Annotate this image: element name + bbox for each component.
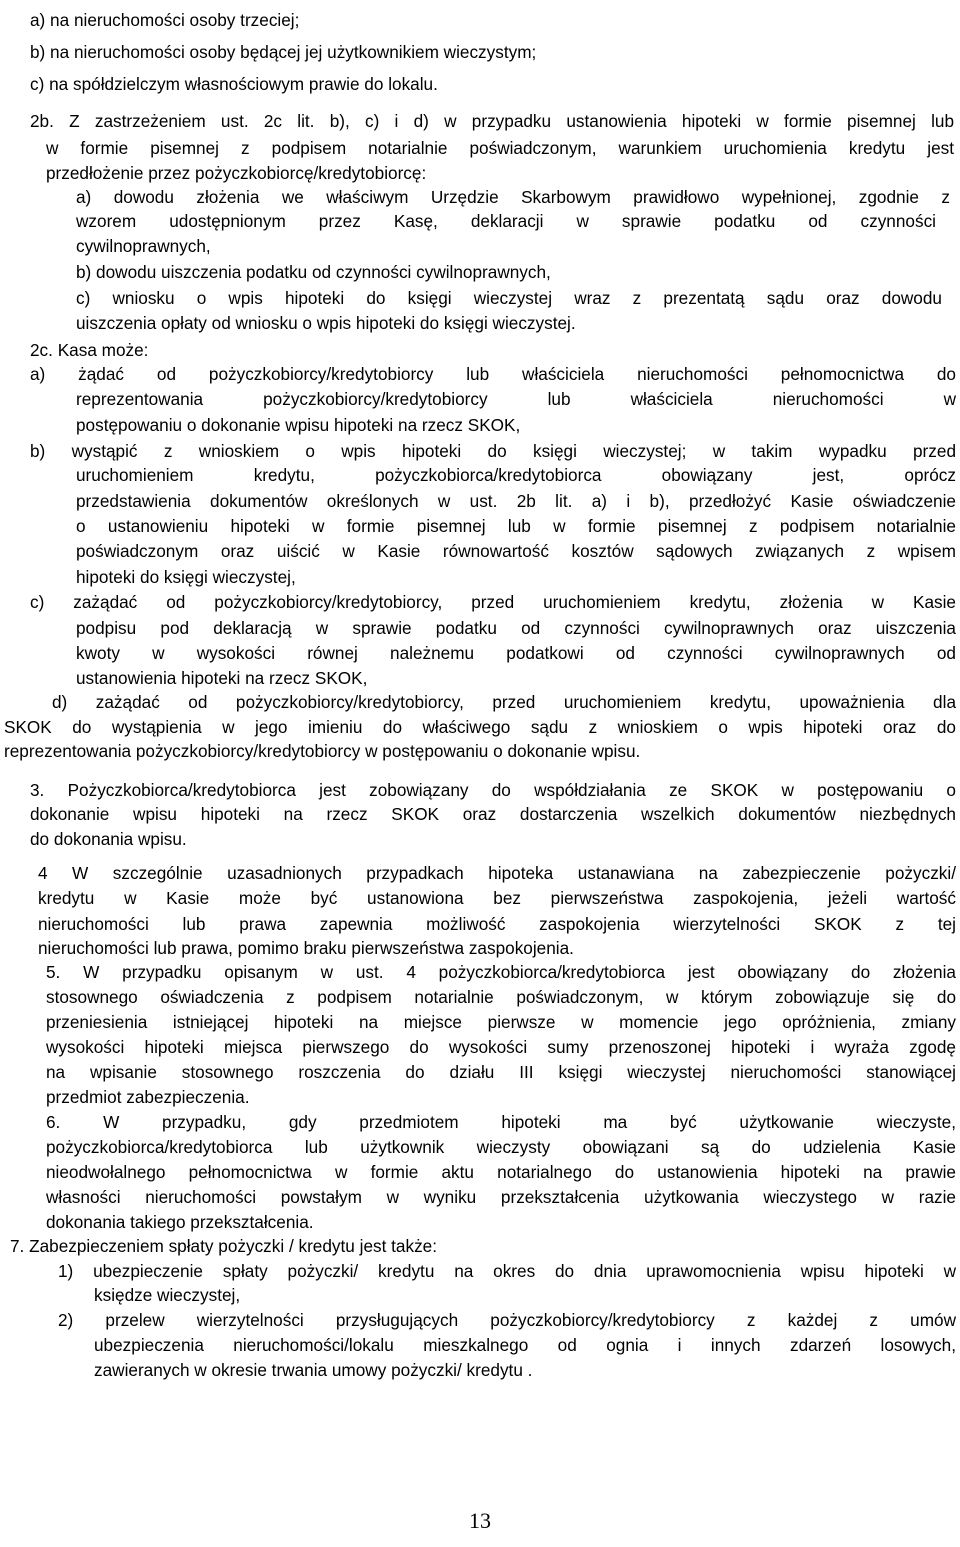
text-line: w formie pisemnej z podpisem notarialnie poświadczonym, warunkiem uruchomienia kredytu jest — [46, 138, 954, 158]
text-line: nieodwołalnego pełnomocnictwa w formie aktu notarialnego do ustanowienia hipoteki na prawie — [46, 1162, 956, 1182]
text-line: 3. Pożyczkobiorca/kredytobiorca jest zobowiązany do współdziałania ze SKOK w postępowaniu o — [30, 780, 956, 800]
text-line: kredytu w Kasie może być ustanowiona bez pierwszeństwa zaspokojenia, jeżeli wartość — [38, 888, 956, 908]
text-line: o ustanowieniu hipoteki w formie pisemnej lub w formie pisemnej z podpisem notarialnie — [76, 516, 956, 536]
text-line: 2) przelew wierzytelności przysługujących pożyczkobiorcy/kredytobiorcy z każdej z umów — [58, 1310, 956, 1330]
text-line: wzorem udostępnionym przez Kasę, deklaracji w sprawie podatku od czynności — [76, 211, 936, 231]
text-line: 1) ubezpieczenie spłaty pożyczki/ kredytu na okres do dnia uprawomocnienia wpisu hipoteki w — [58, 1261, 956, 1281]
text-line: własności nieruchomości powstałym w wyniku przekształcenia użytkowania wieczystego w razie — [46, 1187, 956, 1207]
text-line: wysokości hipoteki miejsca pierwszego do wysokości sumy przenoszonej hipoteki i wyraża zgodę — [46, 1037, 956, 1057]
text-line: przedmiot zabezpieczenia. — [46, 1087, 250, 1107]
text-line: przedłożenie przez pożyczkobiorcę/kredytobiorcę: — [46, 163, 427, 183]
text-line: ustanowienia hipoteki na rzecz SKOK, — [76, 668, 368, 688]
text-line: b) na nieruchomości osoby będącej jej użytkownikiem wieczystym; — [30, 42, 537, 62]
page-number: 13 — [469, 1508, 491, 1533]
text-line: uiszczenia opłaty od wniosku o wpis hipoteki do księgi wieczystej. — [76, 313, 576, 333]
text-line: b) wystąpić z wnioskiem o wpis hipoteki do księgi wieczystej; w takim wypadku przed — [30, 441, 956, 461]
text-line: przedstawienia dokumentów określonych w ust. 2b lit. a) i b), przedłożyć Kasie oświadczenie — [76, 491, 956, 511]
text-line: cywilnoprawnych, — [76, 236, 211, 256]
text-line: nieruchomości lub prawa zapewnia możliwość zaspokojenia wierzytelności SKOK z tej — [38, 914, 956, 934]
text-line: 7. Zabezpieczeniem spłaty pożyczki / kredytu jest także: — [10, 1236, 438, 1256]
text-line: dokonania takiego przekształcenia. — [46, 1212, 314, 1232]
text-line: zawieranych w okresie trwania umowy pożyczki/ kredytu . — [94, 1360, 533, 1380]
text-line: nieruchomości lub prawa, pomimo braku pierwszeństwa zaspokojenia. — [38, 938, 574, 958]
text-line: ubezpieczenia nieruchomości/lokalu mieszkalnego od ognia i innych zdarzeń losowych, — [94, 1335, 956, 1355]
text-line: 6. W przypadku, gdy przedmiotem hipoteki ma być użytkowanie wieczyste, — [46, 1112, 956, 1132]
text-line: 4 W szczególnie uzasadnionych przypadkach hipoteka ustanawiana na zabezpieczenie pożyczki/ — [38, 863, 956, 883]
text-line: hipoteki do księgi wieczystej, — [76, 567, 296, 587]
text-line: 2b. Z zastrzeżeniem ust. 2c lit. b), c) i d) w przypadku ustanowienia hipoteki w formie pisemnej lub — [30, 111, 954, 131]
text-line: b) dowodu uiszczenia podatku od czynności cywilnoprawnych, — [76, 262, 551, 282]
text-line: 5. W przypadku opisanym w ust. 4 pożyczkobiorca/kredytobiorca jest obowiązany do złożenia — [46, 962, 956, 982]
text-line: a) żądać od pożyczkobiorcy/kredytobiorcy lub właściciela nieruchomości pełnomocnictwa do — [30, 364, 956, 384]
text-line: reprezentowania pożyczkobiorcy/kredytobiorcy lub właściciela nieruchomości w — [76, 389, 956, 409]
text-line: reprezentowania pożyczkobiorcy/kredytobiorcy w postępowaniu o dokonanie wpisu. — [4, 741, 641, 761]
text-line: pożyczkobiorca/kredytobiorca lub użytkownik wieczysty obowiązani są do udzielenia Kasie — [46, 1137, 956, 1157]
text-line: a) dowodu złożenia we właściwym Urzędzie Skarbowym prawidłowo wypełnionej, zgodnie z — [76, 187, 950, 207]
text-line: postępowaniu o dokonanie wpisu hipoteki na rzecz SKOK, — [76, 415, 521, 435]
text-line: stosownego oświadczenia z podpisem notarialnie poświadczonym, w którym zobowiązuje się do — [46, 987, 956, 1007]
text-line: księdze wieczystej, — [94, 1285, 241, 1305]
text-line: kwoty w wysokości równej należnemu podatkowi od czynności cywilnoprawnych od — [76, 643, 956, 663]
text-line: 2c. Kasa może: — [30, 340, 149, 360]
text-line: dokonanie wpisu hipoteki na rzecz SKOK oraz dostarczenia wszelkich dokumentów niezbędnych — [30, 804, 956, 824]
text-line: podpisu pod deklaracją w sprawie podatku od czynności cywilnoprawnych oraz uiszczenia — [76, 618, 956, 638]
text-line: a) na nieruchomości osoby trzeciej; — [30, 10, 300, 30]
text-line: do dokonania wpisu. — [30, 829, 187, 849]
text-line: c) zażądać od pożyczkobiorcy/kredytobiorcy, przed uruchomieniem kredytu, złożenia w Kasie — [30, 592, 956, 612]
text-line: c) wniosku o wpis hipoteki do księgi wieczystej wraz z prezentatą sądu oraz dowodu — [76, 288, 942, 308]
text-line: poświadczonym oraz uiścić w Kasie równowartość kosztów sądowych związanych z wpisem — [76, 541, 956, 561]
text-line: c) na spółdzielczym własnościowym prawie do lokalu. — [30, 74, 438, 94]
text-line: na wpisanie stosownego roszczenia do działu III księgi wieczystej nieruchomości stanowiącej — [46, 1062, 956, 1082]
text-line: przeniesienia istniejącej hipoteki na miejsce pierwsze w momencie jego opróżnienia, zmiany — [46, 1012, 956, 1032]
text-line: d) zażądać od pożyczkobiorcy/kredytobiorcy, przed uruchomieniem kredytu, upoważnienia dla — [52, 692, 956, 712]
text-line: uruchomieniem kredytu, pożyczkobiorca/kredytobiorca obowiązany jest, oprócz — [76, 465, 956, 485]
text-line: SKOK do wystąpienia w jego imieniu do właściwego sądu z wnioskiem o wpis hipoteki oraz do — [4, 717, 956, 737]
